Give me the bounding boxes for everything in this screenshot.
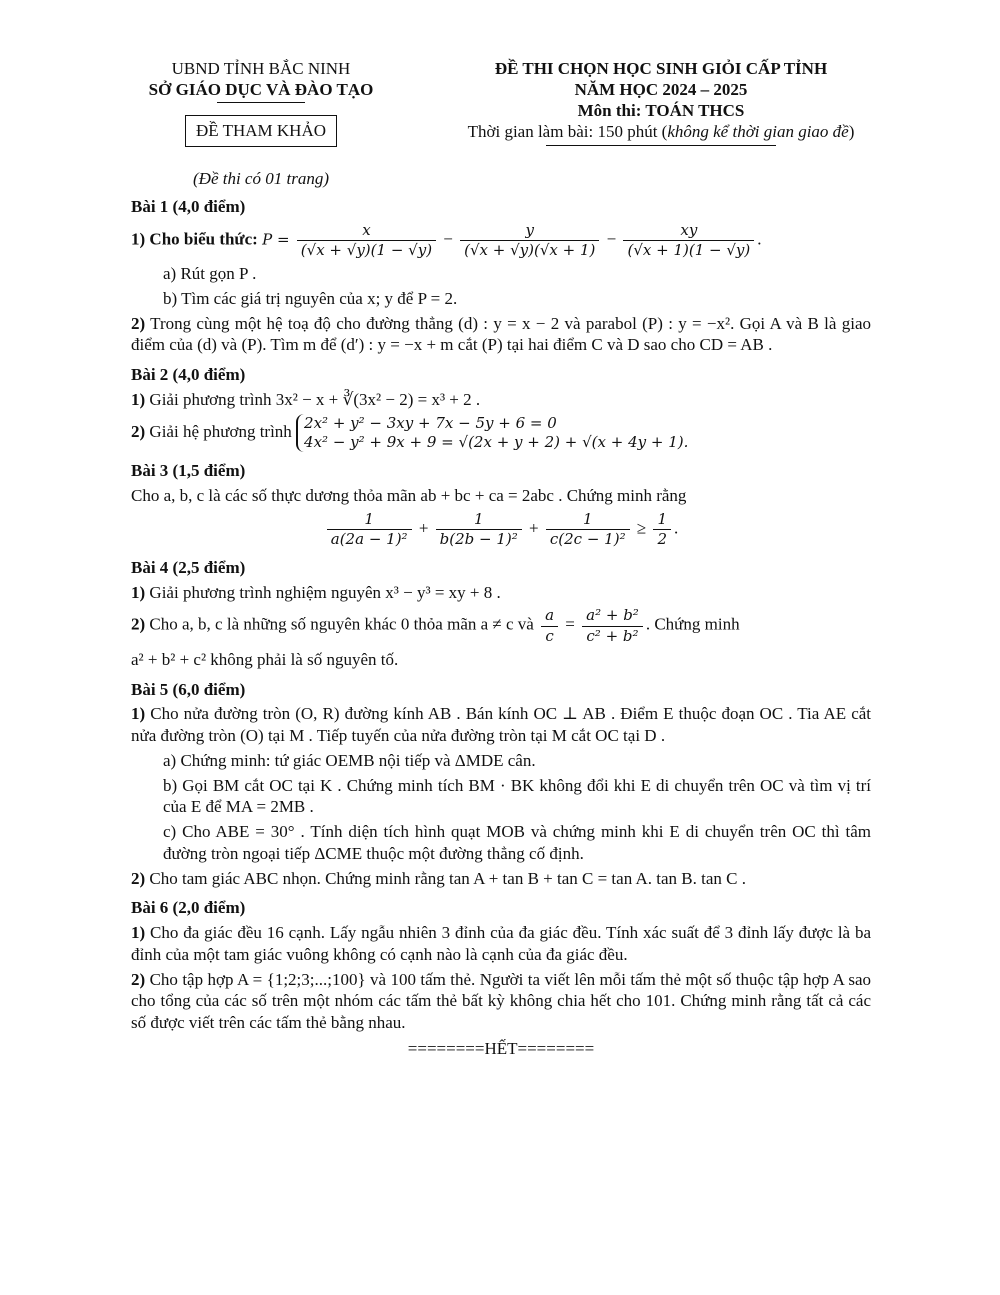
problem-5-part-2: 2) Cho tam giác ABC nhọn. Chứng minh rằng tan A + tan B + tan C = tan A. tan B. tan C . (131, 868, 747, 888)
equation-system: 2x² + y² − 3xy + 7x − 5y + 6 = 0 4x² − y² + 9x + 9 = √(2x + y + 2) + √(x + 4y + 1). (296, 414, 688, 452)
problem-2-part-2: 2) Giải hệ phương trình 2x² + y² − 3xy + 7x − 5y + 6 = 0 4x² − y² + 9x + 9 = √(2x + y + 2) + √(x + 4y + 1). (131, 413, 689, 451)
problem-1-title: Bài 1 (4,0 điểm) (131, 197, 246, 216)
problem-6-part-2: 2) Cho tập hợp A = {1;2;3;...;100} và 100 tấm thẻ. Người ta viết lên mỗi tấm thẻ một số thuộc tập hợp A sao cho tổng của các số trên một nhóm các tấm thẻ bất kỳ không chia hết cho 101. Chứng minh rằng tất cả các số được viết trên các tấm thẻ bằng nhau. (131, 969, 871, 1032)
problem-1-a: a) Rút gọn P . (163, 264, 257, 284)
problem-4-part-2-cont: a² + b² + c² không phải là số nguyên tố. (131, 649, 399, 669)
header-rule-right (546, 145, 776, 146)
problem-1-b: b) Tìm các giá trị nguyên của x; y để P = 2. (163, 288, 458, 308)
problem-4-part-1: 1) Giải phương trình nghiệm nguyên x³ − y³ = xy + 8 . (131, 582, 501, 602)
problem-6-part-1: 1) Cho đa giác đều 16 cạnh. Lấy ngẫu nhiên 3 đỉnh của đa giác đều. Tính xác suất để 3 đỉnh lấy được là ba đỉnh của một tam giác vuông không có cạnh nào là cạnh của đa giác đều. (131, 923, 871, 964)
reference-exam-box: ĐỀ THAM KHẢO (185, 115, 337, 147)
subject: Môn thi: TOÁN THCS (577, 101, 745, 120)
problem-3-title: Bài 3 (1,5 điểm) (131, 461, 246, 480)
fraction-1: $\frac{x}{(√x + √y)(1 - √y)}$ (297, 221, 436, 260)
problem-3-inequality: $\frac{1}{\text{a(2a − 1)²}}$ + $\frac{1}{\text{b(2b − 1)²}}$ + $\frac{1}{\text{c(2c − 1)²}}$ ≥ $\frac{1}{2}$ . (131, 510, 871, 549)
department-name: SỞ GIÁO DỤC VÀ ĐÀO TẠO (148, 80, 374, 99)
fraction-2: $\frac{y}{(√x + √y)(√x + 1)}$ (460, 221, 599, 260)
problem-5-b: b) Gọi BM cắt OC tại K . Chứng minh tích BM · BK không đổi khi E di chuyển trên OC và tìm vị trí của E để MA = 2MB . (163, 775, 871, 817)
problem-4-part-2: 2) Cho a, b, c là những số nguyên khác 0 thỏa mãn a ≠ c và $\frac{a}{c}$ = $\frac{\text{a² + b²}}{\text{c² + b²}}$ . Chứng minh (131, 606, 740, 645)
problem-1-part-1: 1) Cho biểu thức: P = $\frac{x}{(√x + √y)(1 - √y)}$ − $\frac{y}{(√x + √y)(√x + 1)}$ − $\frac{xy}{(√x + 1)(1 - √y)}$ . (131, 220, 762, 259)
fraction-3: $\frac{xy}{(√x + 1)(1 - √y)}$ (623, 221, 754, 260)
problem-5-part-1: 1) Cho nửa đường tròn (O, R) đường kính AB . Bán kính OC ⊥ AB . Điểm E thuộc đoạn OC . Tia AE cắt nửa đường tròn (O) tại M . Tiếp tuyến của nửa đường tròn tại M cắt OC tại D . (131, 704, 872, 745)
exam-page (131, 58, 871, 1060)
exam-header (131, 58, 871, 188)
province-name: UBND TỈNH BẮC NINH (171, 59, 351, 78)
header-rule-left (217, 102, 305, 103)
problem-4-title: Bài 4 (2,5 điểm) (131, 557, 246, 577)
problem-6-title: Bài 6 (2,0 điểm) (131, 898, 246, 918)
exam-title: ĐỀ THI CHỌN HỌC SINH GIỎI CẤP TỈNH (494, 59, 828, 78)
page-count-note: (Đề thi có 01 trang) (193, 169, 329, 188)
problem-5-c: c) Cho ABE = 30° . Tính diện tích hình quạt MOB và chứng minh khi E di chuyển trên OC thì tâm đường tròn ngoại tiếp ΔCME thuộc một đường thẳng cố định. (163, 822, 871, 863)
problem-2-part-1: 1) Giải phương trình 3x² − x + ∛(3x² − 2) = x³ + 2 . (131, 389, 481, 409)
end-marker: ========HẾT======== (407, 1038, 595, 1058)
exam-title-block (451, 58, 871, 146)
problem-2-title: Bài 2 (4,0 điểm) (131, 365, 246, 385)
problem-1-part-2: 2) Trong cùng một hệ toạ độ cho đường thẳng (d) : y = x − 2 và parabol (P) : y = −x². Gọi A và B là giao điểm của (d) và (P). Tìm m để (d′) : y = −x + m cắt (P) tại hai điểm C và D sao cho CD = AB . (131, 313, 871, 355)
problem-5-a: a) Chứng minh: tứ giác OEMB nội tiếp và ΔMDE cân. (163, 750, 536, 770)
school-year: NĂM HỌC 2024 – 2025 (574, 80, 748, 99)
time-limit: Thời gian làm bài: 150 phút (không kể thời gian giao đề) (467, 122, 855, 141)
problem-3-text: Cho a, b, c là các số thực dương thỏa mãn ab + bc + ca = 2abc . Chứng minh rằng (131, 485, 687, 505)
problem-5-title: Bài 5 (6,0 điểm) (131, 679, 246, 699)
issuer-block (131, 58, 391, 147)
